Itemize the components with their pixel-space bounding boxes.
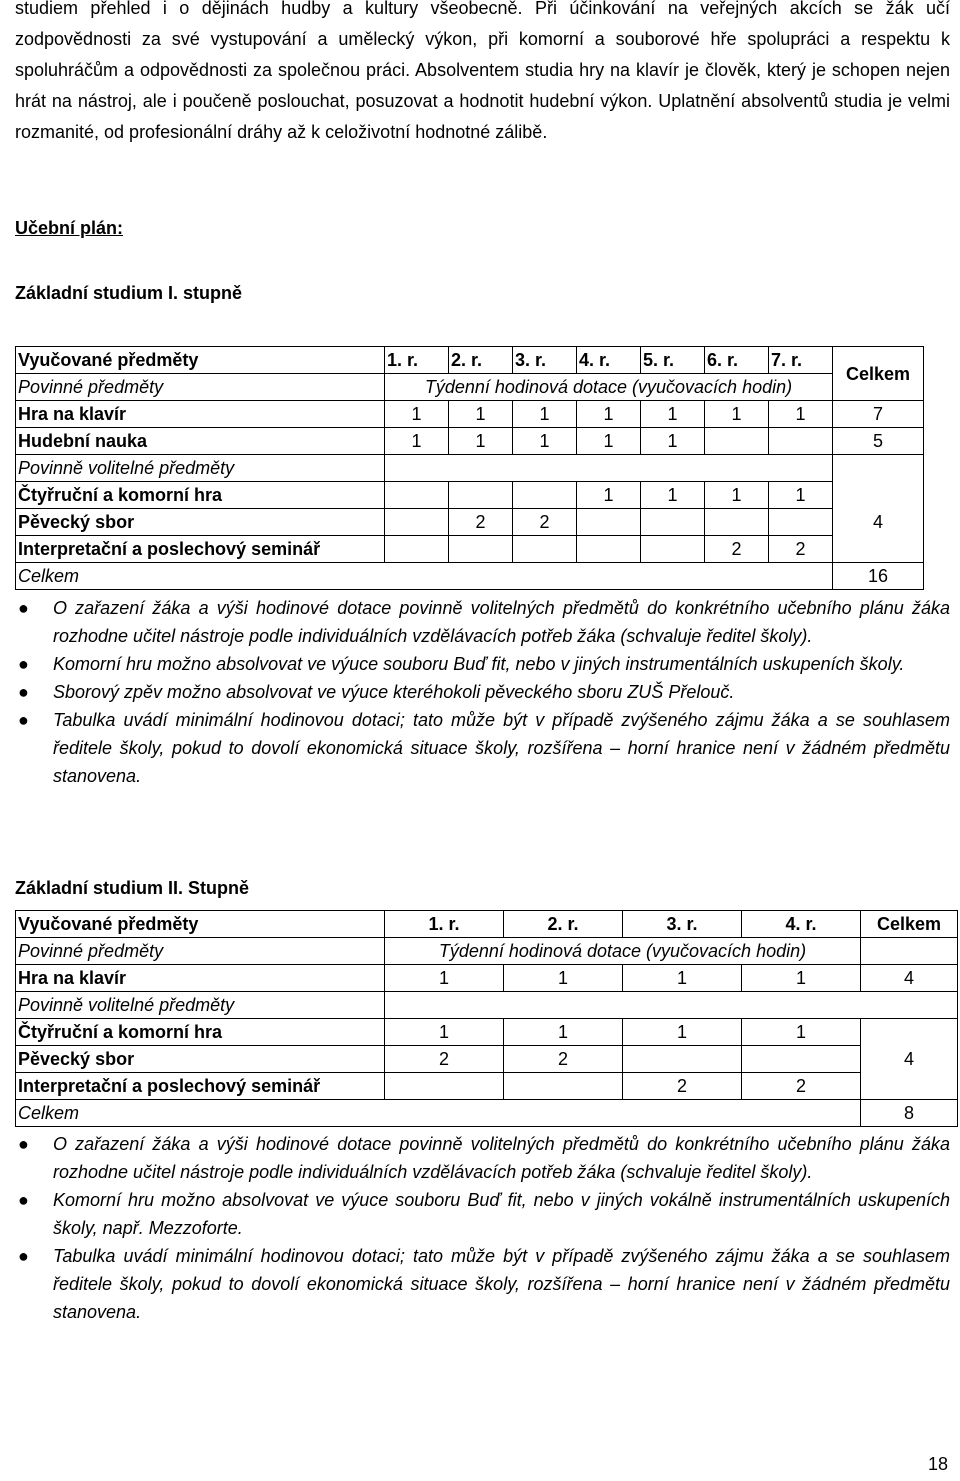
hours-cell	[705, 509, 769, 536]
hours-cell: 1	[385, 401, 449, 428]
total-cell: 5	[833, 428, 924, 455]
intro-paragraph: studiem přehled i o dějinách hudby a kultury všeobecně. Při účinkování na veřejných akcích se žák učí zodpovědnosti za své vystupování a umělecký výkon, při komorní a souborové hře spolupráci a respektu k spoluhráčům a odpovědnosti za společnou práci. Absolventem studia hry na klavír je člověk, který je schopen nejen hrát na nástroj, ale i poučeně poslouchat, posuzovat a hodnotit hudební výkon. Uplatnění absolventů studia je velmi rozmanité, od profesionální dráhy až k celoživotní hodnotné zálibě.	[15, 0, 950, 142]
hours-cell: 1	[385, 428, 449, 455]
header-label: Vyučované předměty	[16, 347, 385, 374]
hours-cell	[641, 509, 705, 536]
hours-cell: 2	[742, 1073, 861, 1100]
subject-name: Pěvecký sbor	[16, 509, 385, 536]
hours-cell: 1	[623, 965, 742, 992]
table-row	[16, 1019, 958, 1046]
hours-cell	[385, 482, 449, 509]
hours-label: Týdenní hodinová dotace (vyučovacích hodin)	[385, 938, 861, 965]
table-row	[16, 401, 924, 428]
hours-cell	[513, 536, 577, 563]
year-header: 1. r.	[385, 347, 449, 374]
bullet-icon: ●	[18, 1134, 29, 1154]
note-text: Tabulka uvádí minimální hodinovou dotaci; tato může být v případě zvýšeného zájmu žáka a se souhlasem ředitele školy, pokud to dovolí ekonomická situace školy, rozšířena – horní hranice není v žádném předmětu stanovena.	[53, 710, 950, 786]
sum-total-cell: 8	[861, 1100, 958, 1127]
table-row	[16, 428, 924, 455]
hours-cell: 1	[641, 482, 705, 509]
hours-cell	[449, 536, 513, 563]
note-text: Sborový zpěv možno absolvovat ve výuce kteréhokoli pěveckého sboru ZUŠ Přelouč.	[53, 682, 735, 702]
hours-cell	[769, 509, 833, 536]
hours-cell: 1	[769, 482, 833, 509]
hours-cell: 1	[705, 482, 769, 509]
year-header: 5. r.	[641, 347, 705, 374]
note-text: Komorní hru možno absolvovat ve výuce souboru Buď fit, nebo v jiných vokálně instrumentálních uskupeních školy, např. Mezzoforte.	[53, 1190, 950, 1238]
hours-cell	[641, 536, 705, 563]
subject-name: Hra na klavír	[16, 965, 385, 992]
table-row	[16, 536, 924, 563]
list-item	[15, 1130, 950, 1186]
sum-label: Celkem	[16, 563, 833, 590]
hours-cell: 2	[623, 1073, 742, 1100]
bullet-icon: ●	[18, 598, 29, 618]
section2-table	[15, 910, 958, 1127]
table-row	[16, 455, 924, 482]
section1-notes	[15, 594, 950, 790]
table-row	[16, 482, 924, 509]
hours-cell	[385, 536, 449, 563]
bullet-icon: ●	[18, 654, 29, 674]
subject-name: Čtyřruční a komorní hra	[16, 482, 385, 509]
hours-cell: 1	[385, 965, 504, 992]
hours-cell	[577, 509, 641, 536]
hours-cell	[385, 509, 449, 536]
note-text: O zařazení žáka a výši hodinové dotace povinně volitelných předmětů do konkrétního učebního plánu žáka rozhodne učitel nástroje podle individuálních vzdělávacích potřeb žáka (schvaluje ředitel školy).	[53, 598, 950, 646]
subject-name: Pěvecký sbor	[16, 1046, 385, 1073]
total-cell: 7	[833, 401, 924, 428]
hours-cell	[623, 1046, 742, 1073]
header-label: Vyučované předměty	[16, 911, 385, 938]
bullet-icon: ●	[18, 1190, 29, 1210]
list-item	[15, 650, 950, 678]
bullet-icon: ●	[18, 710, 29, 730]
hours-cell	[504, 1073, 623, 1100]
subject-name: Hudební nauka	[16, 428, 385, 455]
total-cell: 4	[861, 965, 958, 992]
section1-table	[15, 346, 924, 590]
list-item	[15, 1186, 950, 1242]
hours-cell: 1	[385, 1019, 504, 1046]
hours-cell: 1	[623, 1019, 742, 1046]
table-sum-row	[16, 1100, 958, 1127]
page-number: 18	[927, 1454, 948, 1474]
hours-cell	[742, 1046, 861, 1073]
hours-cell: 1	[449, 401, 513, 428]
table-header-row	[16, 347, 924, 374]
hours-cell	[449, 482, 513, 509]
hours-cell: 1	[449, 428, 513, 455]
year-header: 2. r.	[504, 911, 623, 938]
hours-cell: 2	[504, 1046, 623, 1073]
sum-total-cell: 16	[833, 563, 924, 590]
hours-cell: 2	[513, 509, 577, 536]
subject-name: Čtyřruční a komorní hra	[16, 1019, 385, 1046]
hours-cell: 1	[513, 401, 577, 428]
hours-cell: 1	[577, 428, 641, 455]
table-subheader-row	[16, 374, 924, 401]
section2-notes	[15, 1130, 950, 1326]
hours-cell: 1	[513, 428, 577, 455]
table-row	[16, 509, 924, 536]
empty-cell	[833, 455, 924, 482]
year-header: 3. r.	[623, 911, 742, 938]
elective-total-cell: 4	[861, 1019, 958, 1100]
note-text: Komorní hru možno absolvovat ve výuce souboru Buď fit, nebo v jiných instrumentálních uskupeních školy.	[53, 654, 905, 674]
bullet-icon: ●	[18, 1246, 29, 1266]
list-item	[15, 678, 950, 706]
hours-cell: 1	[577, 401, 641, 428]
year-header: 6. r.	[705, 347, 769, 374]
year-header: 1. r.	[385, 911, 504, 938]
hours-cell: 2	[705, 536, 769, 563]
hours-cell: 1	[504, 965, 623, 992]
table-subheader-row	[16, 938, 958, 965]
year-header: 4. r.	[742, 911, 861, 938]
hours-cell: 1	[641, 428, 705, 455]
note-text: Tabulka uvádí minimální hodinovou dotaci; tato může být v případě zvýšeného zájmu žáka a se souhlasem ředitele školy, pokud to dovolí ekonomická situace školy, rozšířena – horní hranice není v žádném předmětu stanovena.	[53, 1246, 950, 1322]
elective-label: Povinně volitelné předměty	[16, 455, 385, 482]
hours-cell: 1	[641, 401, 705, 428]
elective-total-cell: 4	[833, 482, 924, 563]
year-header: 7. r.	[769, 347, 833, 374]
subject-name: Interpretační a poslechový seminář	[16, 536, 385, 563]
hours-cell	[385, 1073, 504, 1100]
mandatory-label: Povinné předměty	[16, 938, 385, 965]
empty-cell	[861, 938, 958, 965]
hours-cell: 2	[769, 536, 833, 563]
empty-cell	[385, 992, 958, 1019]
plan-heading: Učební plán:	[15, 218, 124, 238]
list-item	[15, 706, 950, 790]
hours-cell: 2	[385, 1046, 504, 1073]
hours-cell: 1	[504, 1019, 623, 1046]
table-row	[16, 965, 958, 992]
section2-heading: Základní studium II. Stupně	[15, 878, 250, 898]
table-row	[16, 992, 958, 1019]
section1-heading: Základní studium I. stupně	[15, 283, 243, 303]
list-item	[15, 594, 950, 650]
hours-cell: 1	[769, 401, 833, 428]
note-text: O zařazení žáka a výši hodinové dotace povinně volitelných předmětů do konkrétního učebního plánu žáka rozhodne učitel nástroje podle individuálních vzdělávacích potřeb žáka (schvaluje ředitel školy).	[53, 1134, 950, 1182]
empty-cell	[385, 455, 833, 482]
mandatory-label: Povinné předměty	[16, 374, 385, 401]
hours-cell: 1	[577, 482, 641, 509]
bullet-icon: ●	[18, 682, 29, 702]
year-header: 4. r.	[577, 347, 641, 374]
hours-cell	[769, 428, 833, 455]
sum-label: Celkem	[16, 1100, 861, 1127]
hours-cell: 1	[742, 965, 861, 992]
total-header: Celkem	[861, 911, 958, 938]
hours-cell	[513, 482, 577, 509]
hours-cell	[577, 536, 641, 563]
total-header: Celkem	[833, 347, 924, 401]
subject-name: Interpretační a poslechový seminář	[16, 1073, 385, 1100]
hours-cell: 1	[742, 1019, 861, 1046]
year-header: 2. r.	[449, 347, 513, 374]
elective-label: Povinně volitelné předměty	[16, 992, 385, 1019]
table-header-row	[16, 911, 958, 938]
hours-label: Týdenní hodinová dotace (vyučovacích hodin)	[385, 374, 833, 401]
hours-cell: 1	[705, 401, 769, 428]
table-sum-row	[16, 563, 924, 590]
subject-name: Hra na klavír	[16, 401, 385, 428]
table-row	[16, 1073, 958, 1100]
hours-cell	[705, 428, 769, 455]
list-item	[15, 1242, 950, 1326]
hours-cell: 2	[449, 509, 513, 536]
year-header: 3. r.	[513, 347, 577, 374]
table-row	[16, 1046, 958, 1073]
